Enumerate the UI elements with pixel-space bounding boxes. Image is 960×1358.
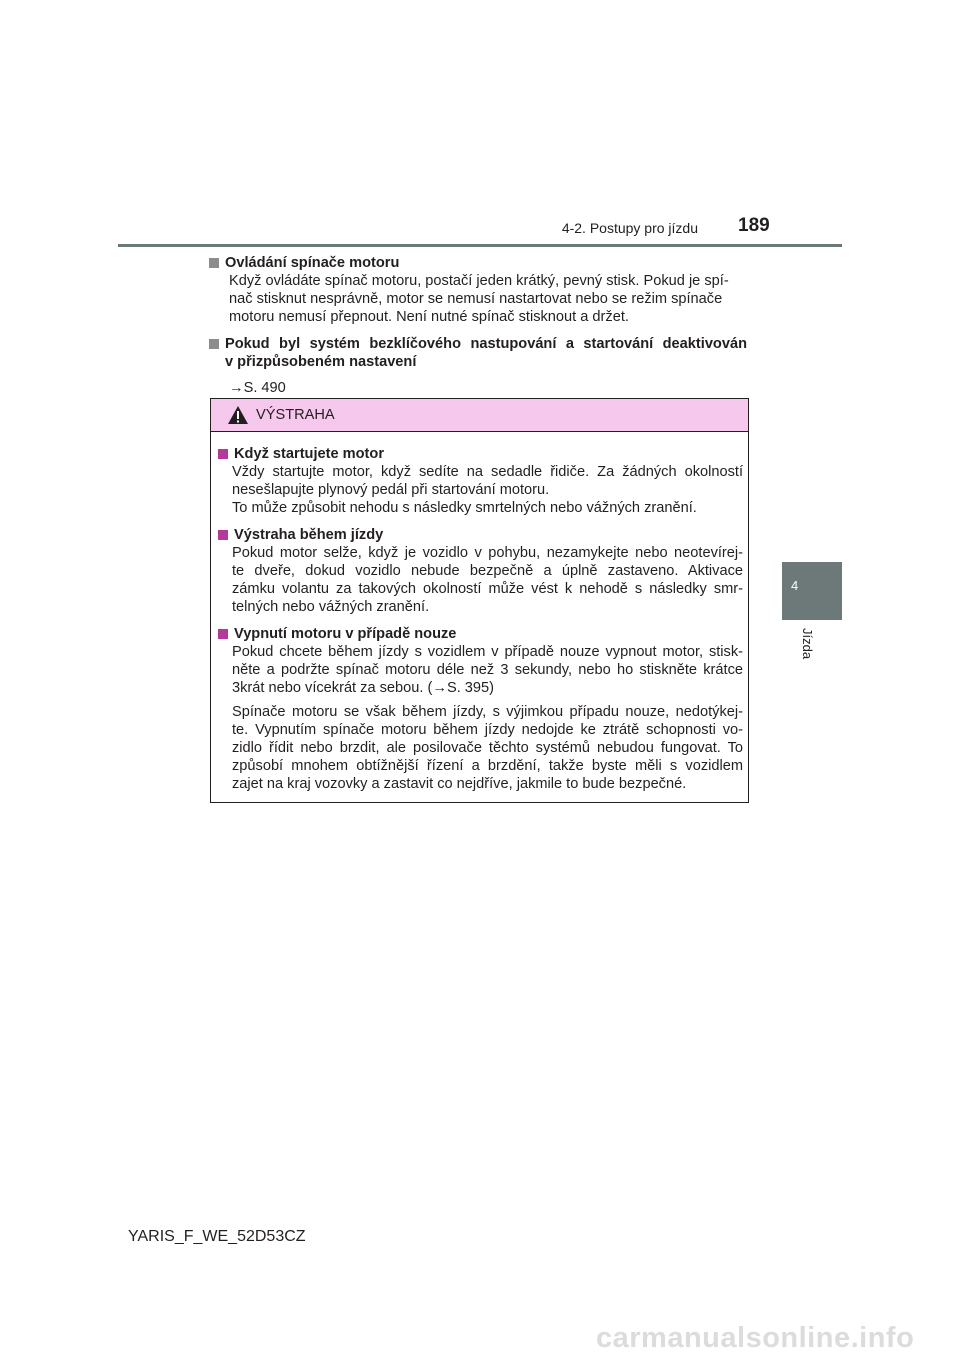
warning-item-heading: Vypnutí motoru v případě nouze — [218, 625, 743, 643]
text-line: motoru nemusí přepnout. Není nutné spínač stisknout a držet. — [229, 309, 629, 325]
text-line: Pokud motor selže, když je vozidlo v pohybu, nezamykejte nebo neotevírej- — [232, 545, 743, 561]
chapter-title: Jízda — [800, 628, 815, 660]
text-line: Když ovládáte spínač motoru, postačí jeden krátký, pevný stisk. Pokud je spí- — [229, 273, 729, 289]
square-bullet-icon — [209, 258, 219, 268]
text-line: způsobí mnohem obtížnější řízení a brzdění, takže byste měli s vozidlem — [232, 758, 743, 774]
text-line: telných nebo vážných zranění. — [232, 599, 430, 615]
text-line: Vždy startujte motor, když sedíte na sedadle řidiče. Za žádných okolností — [232, 464, 743, 480]
text-line: Spínače motoru se však během jízdy, s výjimkou případu nouze, nedotýkej- — [232, 704, 743, 720]
section-heading — [209, 335, 751, 371]
warning-box — [210, 398, 749, 803]
square-bullet-icon — [218, 530, 228, 540]
warning-title: VÝSTRAHA — [256, 407, 335, 423]
document-code: YARIS_F_WE_52D53CZ — [128, 1228, 306, 1245]
warning-paragraph — [232, 703, 743, 793]
header-rule — [118, 244, 842, 247]
square-bullet-icon — [218, 629, 228, 639]
text-line: To může způsobit nehodu s následky smrtelných nebo vážných zranění. — [232, 500, 697, 516]
section-heading — [209, 254, 751, 272]
square-bullet-icon — [209, 339, 219, 349]
text-line: 3krát nebo vícekrát za sebou. (→S. 395) — [232, 680, 495, 696]
section-heading-text: v přizpůsobeném nastavení — [225, 354, 417, 370]
warning-paragraph — [232, 544, 743, 616]
text-line: Pokud chcete během jízdy s vozidlem v případě nouze vypnout motor, stisk- — [232, 644, 743, 660]
warning-triangle-icon — [227, 405, 249, 425]
chapter-tab[interactable] — [782, 562, 842, 620]
chapter-number: 4 — [791, 578, 799, 593]
text-line: nač stisknut nesprávně, motor se nemusí nastartovat nebo se režim spínače — [229, 291, 723, 307]
text-line: něte a podržte spínač motoru déle než 3 sekundy, nebo ho stiskněte krátce — [232, 662, 743, 678]
square-bullet-icon — [218, 449, 228, 459]
watermark: carmanualsonline.info — [596, 1322, 915, 1354]
warning-item-heading: Výstraha během jízdy — [218, 526, 743, 544]
page-number: 189 — [738, 215, 770, 236]
warning-item-heading: Když startujete motor — [218, 445, 743, 463]
text-line: zámku volantu za takových okolností může vést k nehodě s následky smr- — [232, 581, 743, 597]
text-line: te. Vypnutím spínače motoru během jízdy nedojde ke ztrátě schopnosti vo- — [232, 722, 743, 738]
text-line: zidlo řídit nebo brzdit, ale posilovače těchto systémů nebudou fungovat. To — [232, 740, 743, 756]
section-paragraph — [229, 272, 751, 326]
page-reference-link[interactable]: →S. 490 — [229, 380, 286, 396]
section-heading-text: Pokud byl systém bezklíčového nastupování a startování deaktivován — [225, 336, 747, 352]
text-line: nesešlapujte plynový pedál při startování motoru. — [232, 482, 550, 498]
section-heading-text: Ovládání spínače motoru — [225, 255, 400, 271]
warning-paragraph — [232, 463, 743, 517]
warning-body — [218, 445, 743, 793]
warning-paragraph — [232, 643, 743, 697]
main-content — [209, 254, 751, 397]
warning-header — [211, 399, 748, 432]
text-line: zajet na kraj vozovky a zastavit co nejdříve, jakmile to bude bezpečné. — [232, 776, 687, 792]
text-line: te dveře, dokud vozidlo nebude bezpečně a úplně zastaveno. Aktivace — [232, 563, 743, 579]
header-section-title: 4-2. Postupy pro jízdu — [561, 220, 698, 236]
